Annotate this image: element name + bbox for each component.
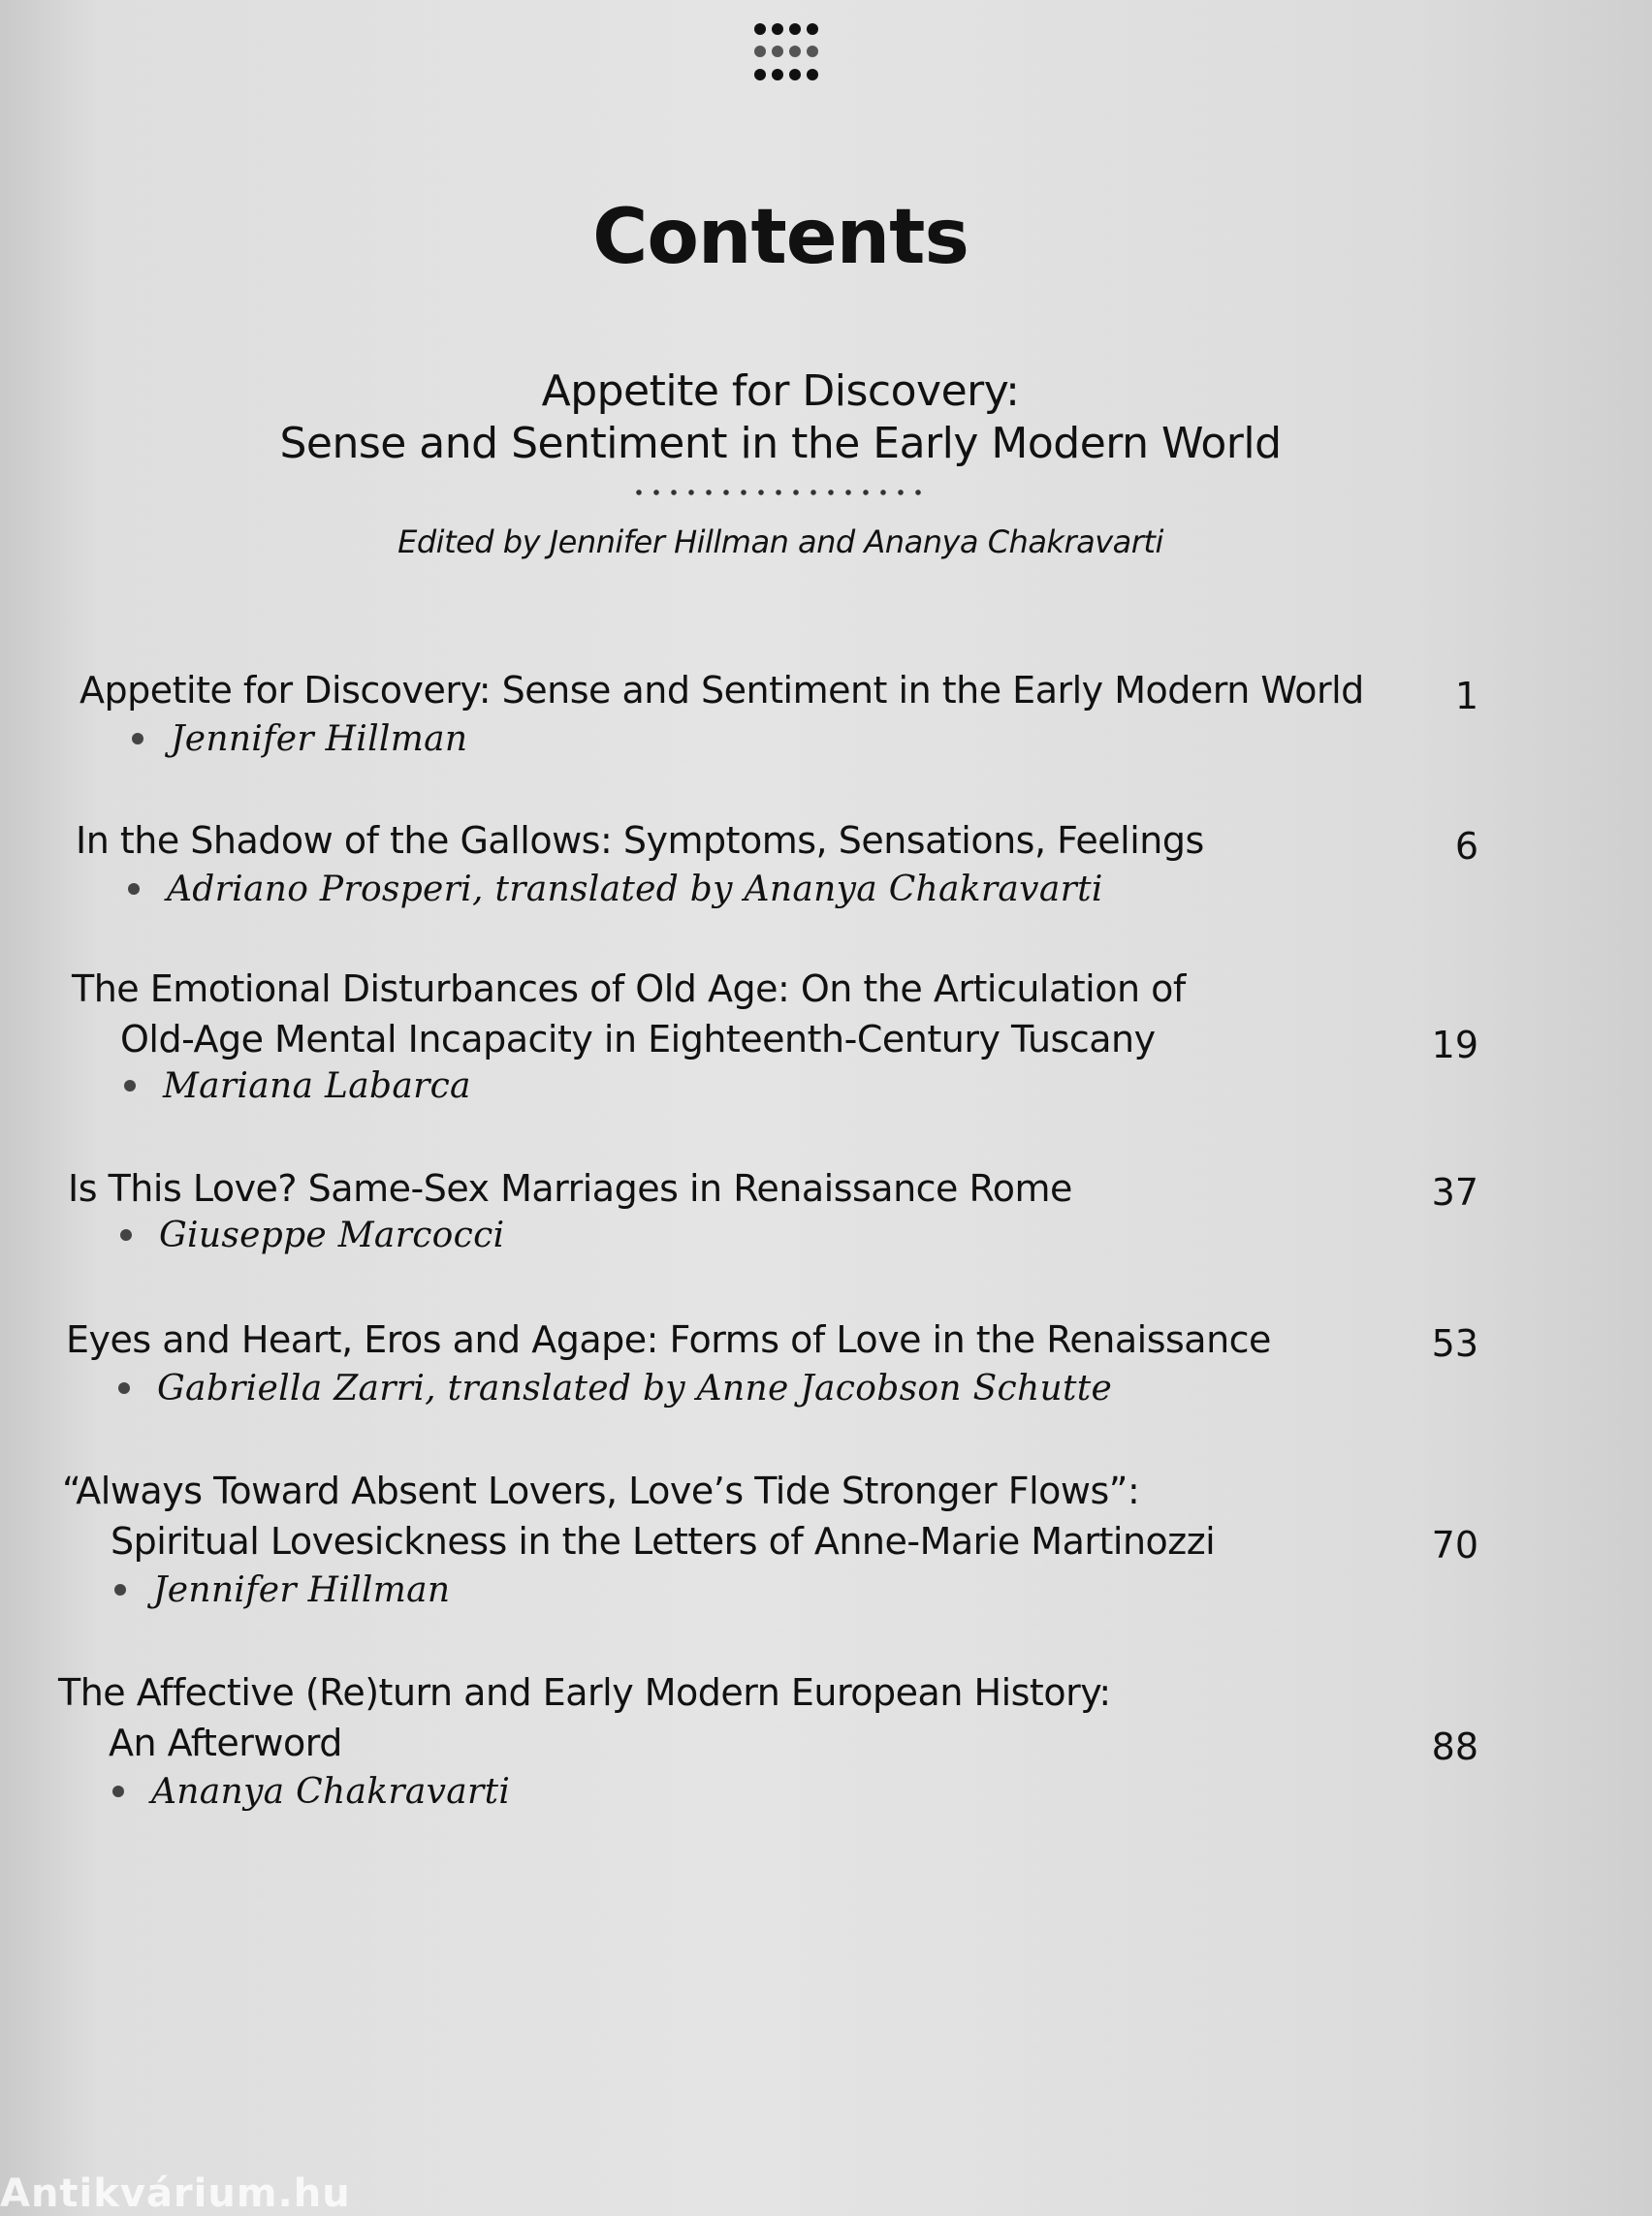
book-title-line1: Appetite for Discovery:: [541, 366, 1020, 416]
entry-title[interactable]: Eyes and Heart, Eros and Agape: Forms of Love in the Renaissance: [66, 1318, 1271, 1361]
entry-page-number: 53: [1431, 1322, 1478, 1365]
page-title: Contents: [592, 194, 969, 281]
bullet-dot-icon: [118, 1382, 130, 1394]
entry-title[interactable]: In the Shadow of the Gallows: Symptoms, Sensations, Feelings: [76, 819, 1204, 862]
entry-page-number: 1: [1454, 675, 1478, 717]
entry-page-number: 19: [1431, 1024, 1478, 1066]
bullet-dot-icon: [120, 1229, 132, 1241]
entry-author: Adriano Prosperi, translated by Ananya Chakravarti: [128, 870, 1103, 909]
bullet-dot-icon: [112, 1786, 124, 1797]
entry-author: Mariana Labarca: [124, 1066, 471, 1106]
bullet-dot-icon: [124, 1080, 136, 1092]
bullet-dot-icon: [114, 1584, 126, 1596]
entry-author: Gabriella Zarri, translated by Anne Jacobson Schutte: [118, 1369, 1112, 1409]
show-through-background: [58, 737, 1483, 2191]
entry-title-line2[interactable]: An Afterword: [109, 1722, 342, 1764]
book-title-line2: Sense and Sentiment in the Early Modern World: [279, 419, 1282, 468]
entry-title[interactable]: “Always Toward Absent Lovers, Love’s Tide Stronger Flows”:: [62, 1470, 1140, 1512]
entry-author: Ananya Chakravarti: [112, 1772, 510, 1812]
entry-author: Jennifer Hillman: [132, 719, 467, 759]
entry-title-line2[interactable]: Old-Age Mental Incapacity in Eighteenth-Century Tuscany: [120, 1018, 1156, 1061]
entry-title-line2[interactable]: Spiritual Lovesickness in the Letters of Anne-Marie Martinozzi: [111, 1520, 1216, 1563]
editors-line: Edited by Jennifer Hillman and Ananya Chakravarti: [397, 523, 1163, 560]
entry-author: Giuseppe Marcocci: [120, 1216, 504, 1255]
dot-grid-ornament-icon: [754, 23, 816, 85]
entry-page-number: 70: [1431, 1524, 1478, 1567]
entry-page-number: 37: [1431, 1171, 1478, 1214]
bullet-dot-icon: [128, 883, 140, 895]
entry-author: Jennifer Hillman: [114, 1570, 450, 1610]
dotted-divider: [630, 489, 931, 496]
entry-page-number: 88: [1431, 1725, 1478, 1768]
entry-title[interactable]: Is This Love? Same-Sex Marriages in Renaissance Rome: [68, 1167, 1072, 1210]
entry-page-number: 6: [1454, 825, 1478, 868]
entry-title[interactable]: Appetite for Discovery: Sense and Sentiment in the Early Modern World: [79, 669, 1364, 712]
entry-title[interactable]: The Affective (Re)turn and Early Modern European History:: [58, 1671, 1111, 1714]
watermark: Antikvárium.hu: [0, 2171, 351, 2216]
entry-title[interactable]: The Emotional Disturbances of Old Age: On the Articulation of: [72, 967, 1186, 1010]
bullet-dot-icon: [132, 733, 143, 744]
